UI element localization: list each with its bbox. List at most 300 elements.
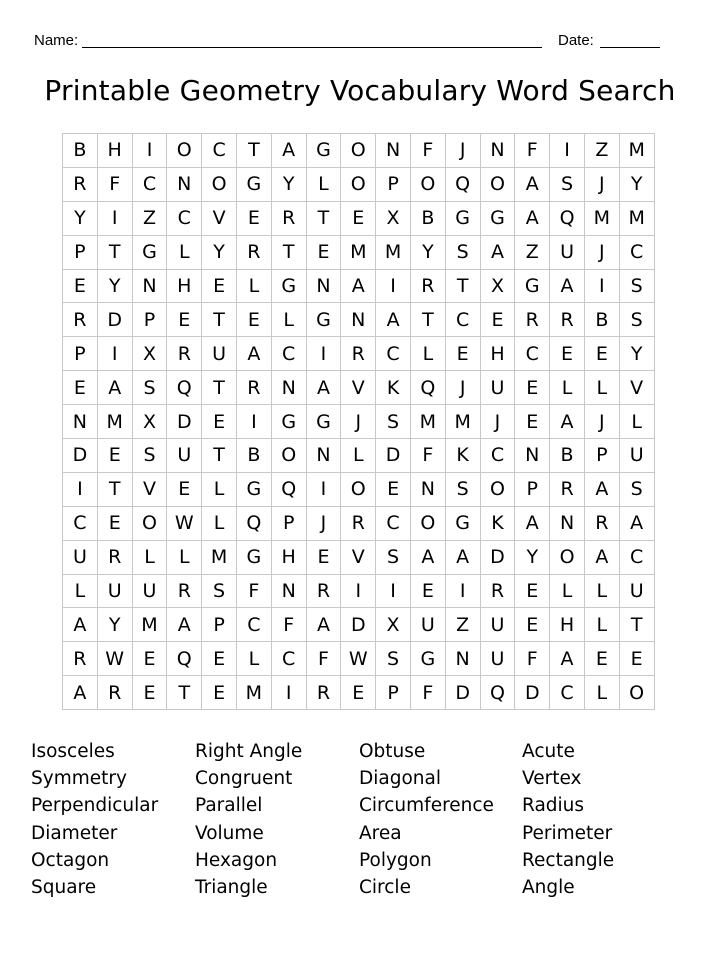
grid-cell: U: [410, 608, 445, 642]
grid-cell: M: [445, 405, 480, 439]
grid-cell: J: [306, 506, 341, 540]
grid-cell: V: [619, 371, 654, 405]
grid-cell: E: [63, 269, 98, 303]
grid-cell: H: [480, 337, 515, 371]
grid-cell: E: [515, 371, 550, 405]
word-bank-item: Polygon: [359, 849, 432, 871]
grid-cell: S: [619, 303, 654, 337]
grid-cell: G: [236, 167, 271, 201]
grid-cell: U: [480, 642, 515, 676]
grid-cell: H: [550, 608, 585, 642]
grid-cell: C: [515, 337, 550, 371]
grid-cell: D: [167, 405, 202, 439]
grid-cell: B: [550, 439, 585, 473]
grid-cell: Y: [619, 337, 654, 371]
grid-cell: E: [167, 303, 202, 337]
grid-cell: I: [341, 574, 376, 608]
grid-cell: R: [341, 506, 376, 540]
grid-cell: Y: [619, 167, 654, 201]
grid-cell: B: [236, 439, 271, 473]
grid-cell: V: [202, 201, 237, 235]
grid-cell: I: [376, 574, 411, 608]
grid-cell: P: [376, 676, 411, 710]
grid-cell: T: [97, 235, 132, 269]
grid-cell: E: [341, 676, 376, 710]
grid-cell: M: [376, 235, 411, 269]
grid-row: [63, 167, 655, 201]
grid-cell: G: [306, 303, 341, 337]
grid-cell: E: [480, 303, 515, 337]
grid-cell: R: [63, 303, 98, 337]
grid-cell: Q: [271, 472, 306, 506]
grid-cell: A: [515, 201, 550, 235]
grid-cell: T: [619, 608, 654, 642]
grid-cell: N: [306, 439, 341, 473]
grid-cell: N: [167, 167, 202, 201]
grid-cell: T: [410, 303, 445, 337]
grid-cell: V: [132, 472, 167, 506]
grid-cell: E: [202, 269, 237, 303]
grid-row: [63, 642, 655, 676]
date-line[interactable]: [600, 47, 660, 48]
grid-cell: D: [63, 439, 98, 473]
grid-cell: P: [63, 235, 98, 269]
word-bank-item: Circle: [359, 876, 411, 898]
grid-cell: T: [306, 201, 341, 235]
grid-cell: G: [515, 269, 550, 303]
grid-cell: M: [619, 201, 654, 235]
grid-cell: U: [97, 574, 132, 608]
word-bank-item: Angle: [522, 876, 575, 898]
word-bank-item: Hexagon: [195, 849, 278, 871]
grid-cell: Y: [202, 235, 237, 269]
word-bank-item: Square: [31, 876, 97, 898]
grid-cell: T: [202, 439, 237, 473]
grid-cell: T: [271, 235, 306, 269]
grid-cell: I: [584, 269, 619, 303]
grid-cell: C: [376, 506, 411, 540]
grid-cell: L: [167, 235, 202, 269]
grid-cell: U: [167, 439, 202, 473]
grid-row: [63, 506, 655, 540]
grid-cell: B: [584, 303, 619, 337]
grid-cell: Y: [63, 201, 98, 235]
grid-cell: D: [341, 608, 376, 642]
grid-cell: L: [167, 540, 202, 574]
grid-row: [63, 608, 655, 642]
grid-cell: Z: [515, 235, 550, 269]
grid-cell: M: [619, 134, 654, 168]
word-bank-item: Congruent: [195, 768, 293, 790]
grid-cell: Z: [584, 134, 619, 168]
grid-cell: L: [202, 506, 237, 540]
grid-cell: N: [271, 371, 306, 405]
grid-cell: M: [410, 405, 445, 439]
grid-cell: H: [167, 269, 202, 303]
grid-cell: M: [341, 235, 376, 269]
grid-cell: I: [445, 574, 480, 608]
grid-cell: E: [236, 303, 271, 337]
grid-row: [63, 134, 655, 168]
grid-cell: C: [63, 506, 98, 540]
name-label: Name:: [34, 32, 79, 49]
page-title-text: Printable Geometry Vocabulary Word Search: [44, 74, 676, 107]
grid-cell: N: [550, 506, 585, 540]
grid-cell: N: [376, 134, 411, 168]
grid-cell: U: [550, 235, 585, 269]
grid-cell: U: [63, 540, 98, 574]
grid-row: [63, 405, 655, 439]
grid-row: [63, 439, 655, 473]
grid-cell: E: [584, 642, 619, 676]
grid-cell: E: [306, 235, 341, 269]
grid-cell: I: [550, 134, 585, 168]
grid-cell: A: [376, 303, 411, 337]
grid-cell: L: [584, 574, 619, 608]
header-row: [34, 30, 660, 52]
grid-cell: R: [306, 574, 341, 608]
grid-cell: M: [132, 608, 167, 642]
grid-cell: Z: [445, 608, 480, 642]
grid-cell: V: [341, 540, 376, 574]
word-bank-item: Perpendicular: [31, 795, 159, 817]
grid-cell: O: [202, 167, 237, 201]
word-bank-item: Obtuse: [359, 741, 426, 762]
grid-cell: J: [445, 371, 480, 405]
grid-cell: F: [515, 642, 550, 676]
grid-cell: X: [132, 405, 167, 439]
grid-cell: G: [445, 201, 480, 235]
grid-cell: S: [619, 269, 654, 303]
word-bank-item: Acute: [522, 741, 575, 762]
grid-cell: Q: [445, 167, 480, 201]
grid-cell: L: [236, 269, 271, 303]
grid-cell: J: [584, 167, 619, 201]
grid-cell: C: [445, 303, 480, 337]
grid-cell: W: [167, 506, 202, 540]
grid-cell: P: [132, 303, 167, 337]
grid-cell: A: [97, 371, 132, 405]
grid-cell: E: [515, 608, 550, 642]
grid-cell: Y: [97, 608, 132, 642]
grid-cell: G: [271, 405, 306, 439]
grid-cell: M: [97, 405, 132, 439]
grid-cell: S: [202, 574, 237, 608]
grid-cell: R: [410, 269, 445, 303]
grid-row: [63, 676, 655, 710]
grid-cell: Q: [410, 371, 445, 405]
grid-cell: O: [271, 439, 306, 473]
grid-cell: F: [410, 676, 445, 710]
grid-cell: L: [619, 405, 654, 439]
grid-cell: E: [445, 337, 480, 371]
grid-cell: A: [515, 506, 550, 540]
grid-cell: R: [341, 337, 376, 371]
date-label: Date:: [558, 32, 594, 49]
grid-cell: O: [619, 676, 654, 710]
grid-cell: S: [132, 371, 167, 405]
grid-cell: N: [410, 472, 445, 506]
grid-cell: F: [97, 167, 132, 201]
grid-cell: G: [132, 235, 167, 269]
grid-cell: I: [63, 472, 98, 506]
grid-cell: O: [410, 167, 445, 201]
grid-cell: E: [63, 371, 98, 405]
grid-cell: L: [236, 642, 271, 676]
grid-cell: B: [63, 134, 98, 168]
grid-cell: T: [167, 676, 202, 710]
grid-cell: L: [550, 371, 585, 405]
grid-cell: G: [306, 405, 341, 439]
grid-cell: R: [63, 642, 98, 676]
grid-cell: E: [97, 439, 132, 473]
word-bank-item: Vertex: [522, 768, 582, 790]
grid-cell: I: [132, 134, 167, 168]
grid-cell: E: [202, 405, 237, 439]
grid-cell: W: [341, 642, 376, 676]
grid-cell: W: [97, 642, 132, 676]
grid-cell: A: [341, 269, 376, 303]
grid-cell: Q: [167, 371, 202, 405]
word-search-grid: [62, 133, 655, 710]
grid-cell: C: [236, 608, 271, 642]
word-bank-item: Volume: [195, 822, 264, 844]
grid-cell: G: [236, 472, 271, 506]
grid-cell: M: [584, 201, 619, 235]
grid-cell: N: [341, 303, 376, 337]
word-bank-item: Diagonal: [359, 768, 441, 790]
grid-cell: T: [202, 303, 237, 337]
grid-cell: C: [202, 134, 237, 168]
grid-cell: J: [584, 405, 619, 439]
grid-cell: A: [410, 540, 445, 574]
grid-cell: E: [550, 337, 585, 371]
grid-cell: R: [167, 337, 202, 371]
word-bank-item: Diameter: [31, 822, 118, 844]
grid-cell: R: [167, 574, 202, 608]
grid-cell: L: [341, 439, 376, 473]
grid-cell: V: [341, 371, 376, 405]
grid-cell: C: [167, 201, 202, 235]
grid-cell: B: [410, 201, 445, 235]
grid-cell: E: [584, 337, 619, 371]
grid-cell: L: [202, 472, 237, 506]
grid-cell: Y: [271, 167, 306, 201]
word-bank-item: Octagon: [31, 849, 110, 871]
grid-cell: J: [584, 235, 619, 269]
grid-cell: A: [550, 642, 585, 676]
grid-cell: R: [584, 506, 619, 540]
word-bank-item: Area: [359, 822, 402, 844]
grid-cell: A: [550, 269, 585, 303]
grid-cell: D: [515, 676, 550, 710]
grid-cell: A: [619, 506, 654, 540]
grid-cell: G: [236, 540, 271, 574]
grid-cell: A: [515, 167, 550, 201]
grid-cell: I: [97, 201, 132, 235]
grid-cell: E: [619, 642, 654, 676]
grid-cell: Q: [167, 642, 202, 676]
grid-cell: F: [515, 134, 550, 168]
grid-cell: E: [236, 201, 271, 235]
grid-cell: S: [132, 439, 167, 473]
grid-cell: T: [445, 269, 480, 303]
grid-cell: R: [550, 303, 585, 337]
grid-cell: U: [202, 337, 237, 371]
grid-cell: A: [550, 405, 585, 439]
grid-cell: R: [550, 472, 585, 506]
grid-cell: L: [410, 337, 445, 371]
grid-cell: N: [306, 269, 341, 303]
grid-cell: R: [236, 235, 271, 269]
grid-cell: P: [271, 506, 306, 540]
grid-cell: S: [376, 540, 411, 574]
grid-cell: E: [202, 676, 237, 710]
grid-cell: G: [480, 201, 515, 235]
grid-cell: O: [410, 506, 445, 540]
grid-cell: J: [341, 405, 376, 439]
grid-cell: S: [619, 472, 654, 506]
grid-cell: O: [480, 472, 515, 506]
grid-cell: F: [236, 574, 271, 608]
grid-cell: D: [376, 439, 411, 473]
grid-cell: U: [132, 574, 167, 608]
grid-cell: P: [515, 472, 550, 506]
grid-cell: F: [410, 439, 445, 473]
grid-cell: C: [376, 337, 411, 371]
grid-cell: A: [306, 371, 341, 405]
grid-cell: E: [306, 540, 341, 574]
grid-cell: N: [515, 439, 550, 473]
grid-cell: C: [132, 167, 167, 201]
grid-cell: R: [97, 676, 132, 710]
grid-cell: L: [584, 371, 619, 405]
grid-cell: C: [271, 642, 306, 676]
grid-cell: C: [550, 676, 585, 710]
grid-cell: E: [341, 201, 376, 235]
grid-cell: C: [271, 337, 306, 371]
grid-cell: G: [445, 506, 480, 540]
grid-cell: I: [271, 676, 306, 710]
grid-cell: S: [445, 472, 480, 506]
grid-cell: R: [306, 676, 341, 710]
name-line[interactable]: [82, 47, 542, 48]
grid-row: [63, 574, 655, 608]
grid-cell: I: [236, 405, 271, 439]
grid-cell: L: [132, 540, 167, 574]
grid-cell: F: [410, 134, 445, 168]
grid-cell: E: [97, 506, 132, 540]
word-bank-item: Symmetry: [31, 768, 127, 790]
grid-cell: O: [341, 134, 376, 168]
grid-row: [63, 472, 655, 506]
word-bank-item: Triangle: [195, 876, 268, 898]
grid-cell: N: [480, 134, 515, 168]
grid-cell: E: [410, 574, 445, 608]
grid-row: [63, 201, 655, 235]
grid-row: [63, 269, 655, 303]
grid-cell: P: [63, 337, 98, 371]
grid-cell: X: [376, 201, 411, 235]
grid-cell: L: [306, 167, 341, 201]
word-bank-item: Isosceles: [31, 741, 115, 762]
grid-cell: C: [619, 540, 654, 574]
grid-cell: N: [445, 642, 480, 676]
grid-cell: R: [236, 371, 271, 405]
grid-cell: I: [97, 337, 132, 371]
grid-cell: O: [167, 134, 202, 168]
grid-cell: G: [271, 269, 306, 303]
grid-cell: K: [480, 506, 515, 540]
grid-cell: T: [202, 371, 237, 405]
grid-cell: Q: [550, 201, 585, 235]
word-bank-item: Rectangle: [522, 849, 615, 871]
word-bank-item: Perimeter: [522, 822, 613, 844]
grid-cell: D: [97, 303, 132, 337]
grid-cell: A: [445, 540, 480, 574]
grid-cell: O: [550, 540, 585, 574]
grid-cell: A: [584, 472, 619, 506]
grid-cell: A: [480, 235, 515, 269]
grid-cell: Y: [410, 235, 445, 269]
grid-cell: X: [132, 337, 167, 371]
grid-cell: O: [341, 472, 376, 506]
grid-cell: F: [306, 642, 341, 676]
grid-cell: A: [236, 337, 271, 371]
grid-cell: N: [63, 405, 98, 439]
grid-cell: E: [515, 574, 550, 608]
grid-cell: U: [619, 574, 654, 608]
grid-cell: N: [132, 269, 167, 303]
grid-cell: Q: [236, 506, 271, 540]
grid-cell: P: [584, 439, 619, 473]
grid-cell: S: [445, 235, 480, 269]
word-bank: [31, 741, 691, 904]
grid-cell: I: [306, 472, 341, 506]
grid-cell: E: [132, 642, 167, 676]
grid-cell: C: [480, 439, 515, 473]
grid-cell: F: [271, 608, 306, 642]
grid-cell: C: [619, 235, 654, 269]
word-bank-item: Radius: [522, 795, 585, 817]
grid-cell: P: [202, 608, 237, 642]
grid-cell: M: [236, 676, 271, 710]
grid-row: [63, 235, 655, 269]
grid-cell: E: [376, 472, 411, 506]
grid-cell: E: [202, 642, 237, 676]
grid-cell: Y: [97, 269, 132, 303]
grid-row: [63, 371, 655, 405]
grid-cell: L: [550, 574, 585, 608]
grid-cell: U: [619, 439, 654, 473]
grid-cell: E: [515, 405, 550, 439]
grid-cell: D: [480, 540, 515, 574]
grid-cell: Z: [132, 201, 167, 235]
grid-cell: X: [376, 608, 411, 642]
grid-row: [63, 540, 655, 574]
grid-cell: K: [376, 371, 411, 405]
grid-cell: A: [63, 608, 98, 642]
word-bank-item: Right Angle: [195, 741, 303, 762]
grid-cell: A: [584, 540, 619, 574]
grid-cell: L: [584, 608, 619, 642]
grid-cell: O: [480, 167, 515, 201]
grid-cell: M: [202, 540, 237, 574]
grid-cell: G: [410, 642, 445, 676]
page-title: [0, 74, 720, 107]
grid-row: [63, 337, 655, 371]
grid-cell: A: [63, 676, 98, 710]
